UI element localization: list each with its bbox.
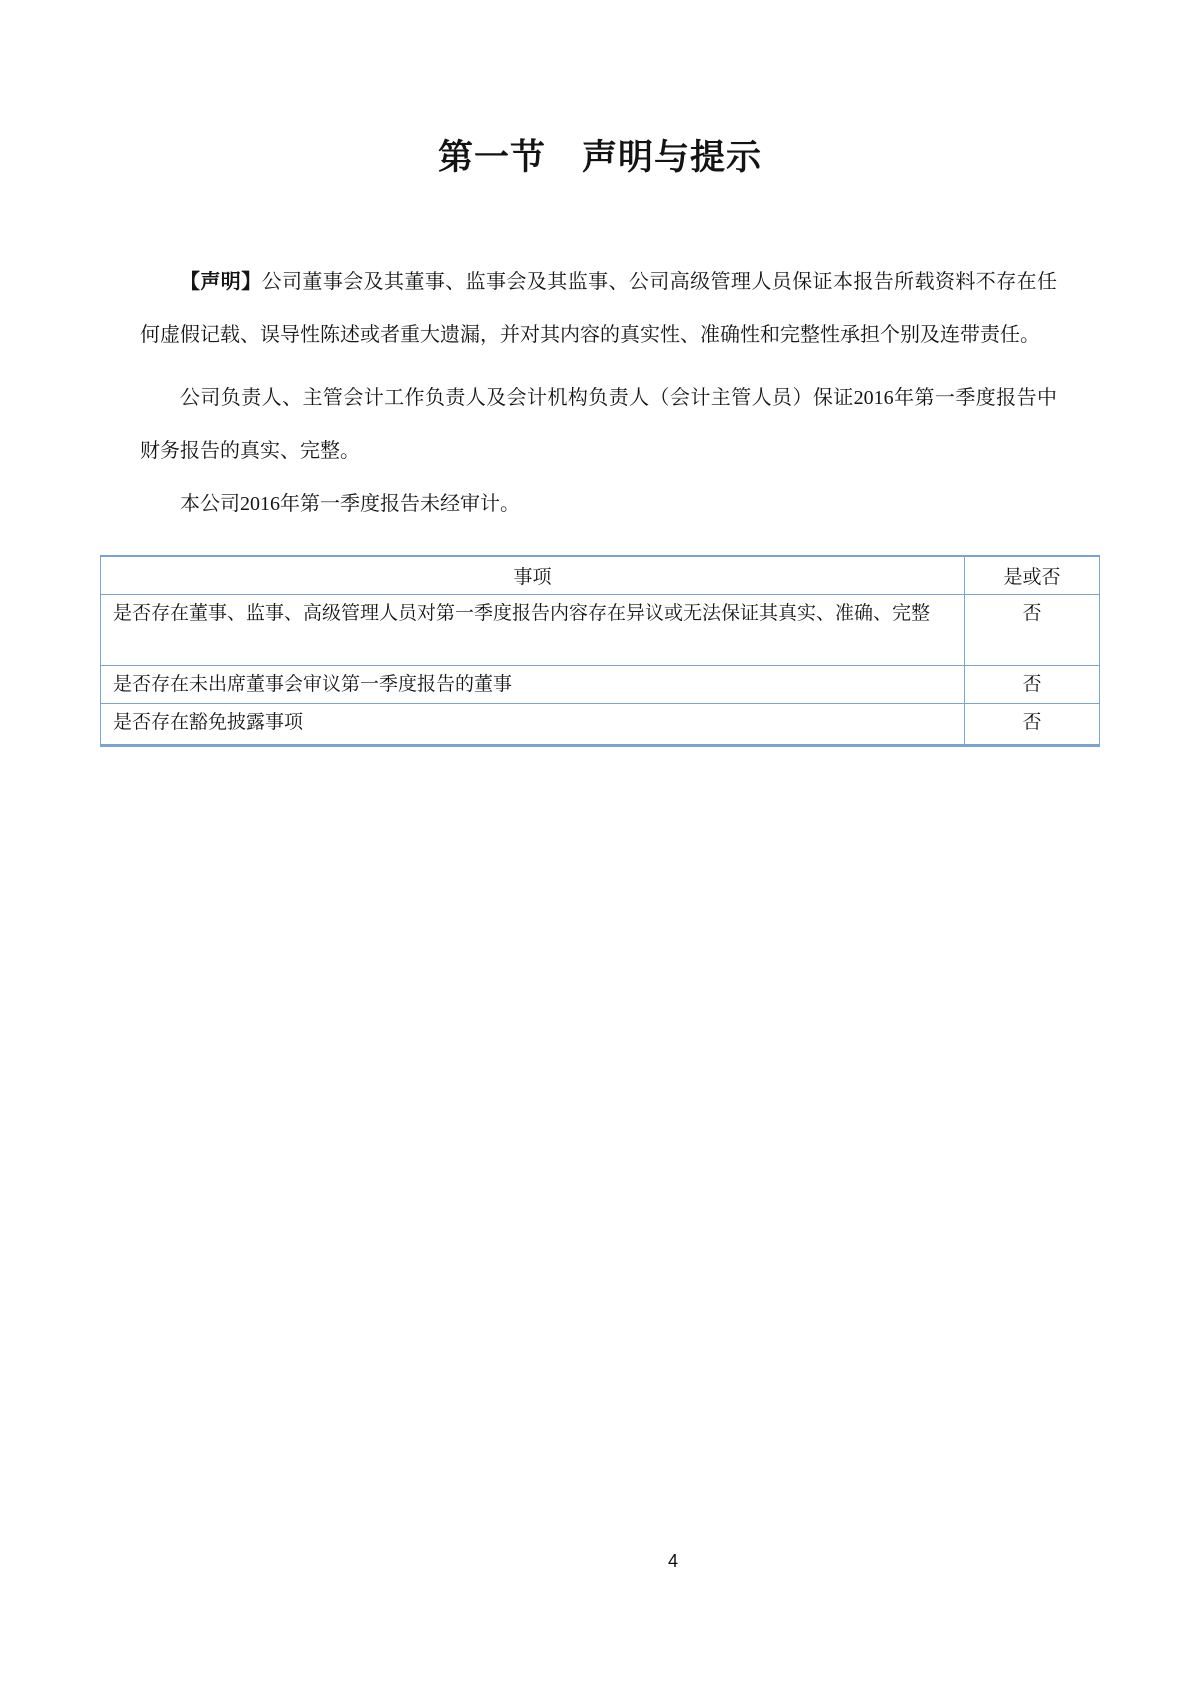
table-cell-item: 是否存在豁免披露事项 [101,703,965,745]
declaration-label: 【声明】 [180,271,262,293]
declaration-text: 公司董事会及其董事、监事会及其监事、公司高级管理人员保证本报告所载资料不存在任何虚假记载、误导性陈述或者重大遗漏，并对其内容的真实性、准确性和完整性承担个别及连带责任。 [140,271,1058,346]
table-row [101,594,1100,665]
table-header-yes-no: 是或否 [965,556,1100,594]
table-row [101,665,1100,703]
declaration-paragraph [140,256,1057,362]
document-body [100,256,1100,747]
table-cell-answer: 否 [965,703,1100,745]
table-cell-item: 是否存在董事、监事、高级管理人员对第一季度报告内容存在异议或无法保证其真实、准确、完整 [101,594,965,665]
table-header-row [101,556,1100,594]
disclosure-items-table [100,555,1100,747]
responsibility-paragraph: 公司负责人、主管会计工作负责人及会计机构负责人（会计主管人员）保证2016年第一季度报告中财务报告的真实、完整。 [140,387,1057,462]
table-header-item: 事项 [101,556,965,594]
table-cell-item: 是否存在未出席董事会审议第一季度报告的董事 [101,665,965,703]
table-row [101,703,1100,745]
section-title: 第一节 声明与提示 [437,138,762,177]
table-cell-answer: 否 [965,665,1100,703]
table-cell-answer: 否 [965,594,1100,665]
audit-status-paragraph: 本公司2016年第一季度报告未经审计。 [180,493,520,515]
page-number: 4 [668,1551,679,1571]
